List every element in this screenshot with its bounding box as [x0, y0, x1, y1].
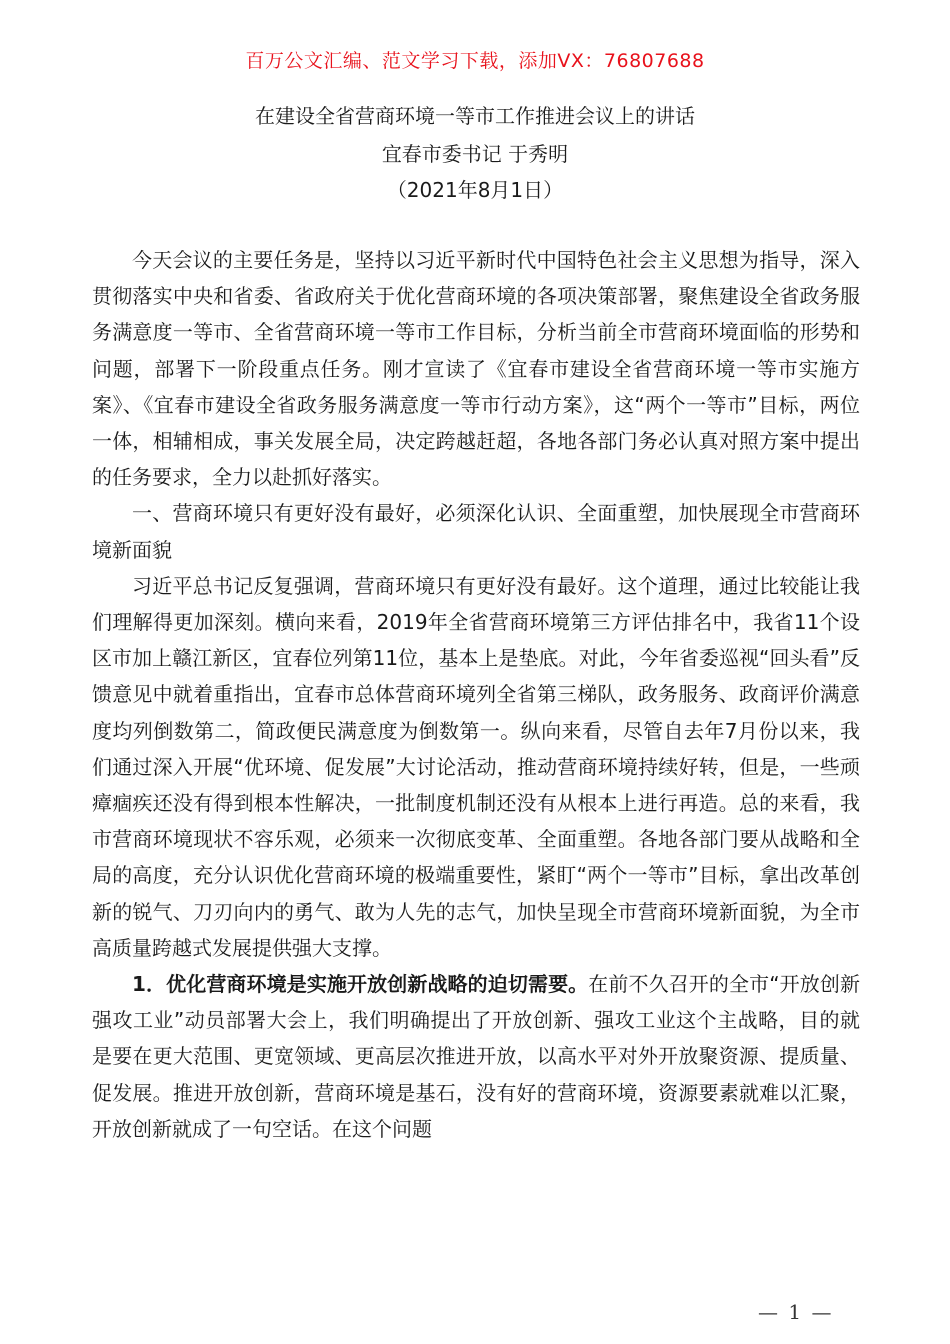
speech-date: （2021年8月1日） [386, 178, 564, 202]
paragraph-intro: 今天会议的主要任务是，坚持以习近平新时代中国特色社会主义思想为指导，深入贯彻落实中央和省委、省政府关于优化营商环境的各项决策部署，聚焦建设全省政务服务满意度一等市、全省营商环境一等市工作目标，分析当前全市营商环境面临的形势和问题，部署下一阶段重点任务。刚才宣读了《宜春市建设全省营商环境一等市实施方案》、《宜春市建设全省政务服务满意度一等市行动方案》，这“两个一等市”目标，两位一体，相辅相成，事关发展全局，决定跨越赶超，各地各部门务必认真对照方案中提出的任务要求，全力以赴抓好落实。 [92, 248, 860, 490]
promo-banner: 百万公文汇编、范文学习下载，添加VX：76807688 [245, 50, 705, 72]
document-title: 在建设全省营商环境一等市工作推进会议上的讲话 [255, 104, 695, 128]
page-number: — 1 — [758, 1300, 834, 1324]
section-heading-1: 一、营商环境只有更好没有最好，必须深化认识、全面重塑，加快展现全市营商环境新面貌 [92, 501, 860, 562]
document-body [92, 242, 860, 1147]
paragraph-section-1: 习近平总书记反复强调，营商环境只有更好没有最好。这个道理，通过比较能让我们理解得更加深刻。横向来看，2019年全省营商环境第三方评估排名中，我省11个设区市加上赣江新区，宜春位列第11位，基本上是垫底。对此，今年省委巡视“回头看”反馈意见中就着重指出，宜春市总体营商环境列全省第三梯队，政务服务、政商评价满意度均列倒数第二，简政便民满意度为倒数第一。纵向来看，尽管自去年7月份以来，我们通过深入开展“优环境、促发展”大讨论活动，推动营商环境持续好转，但是，一些顽瘴痼疾还没有得到根本性解决，一批制度机制还没有从根本上进行再造。总的来看，我市营商环境现状不容乐观，必须来一次彻底变革、全面重塑。各地各部门要从战略和全局的高度，充分认识优化营商环境的极端重要性，紧盯“两个一等市”目标，拿出改革创新的锐气、刀刃向内的勇气、敢为人先的志气，加快呈现全市营商环境新面貌，为全市高质量跨越式发展提供强大支撑。 [92, 573, 860, 960]
speaker-line: 宜春市委书记 于秀明 [381, 142, 569, 166]
point-1-heading: 1．优化营商环境是实施开放创新战略的迫切需要。 [132, 972, 589, 997]
paragraph-point-1 [92, 966, 860, 1147]
point-1-text: 在前不久召开的全市“开放创新强攻工业”动员部署大会上，我们明确提出了开放创新、强攻工业这个主战略，目的就是要在更大范围、更宽领域、更高层次推进开放，以高水平对外开放聚资源、提质量、促发展。推进开放创新，营商环境是基石，没有好的营商环境，资源要素就难以汇聚，开放创新就成了一句空话。在这个问题 [92, 972, 860, 1141]
